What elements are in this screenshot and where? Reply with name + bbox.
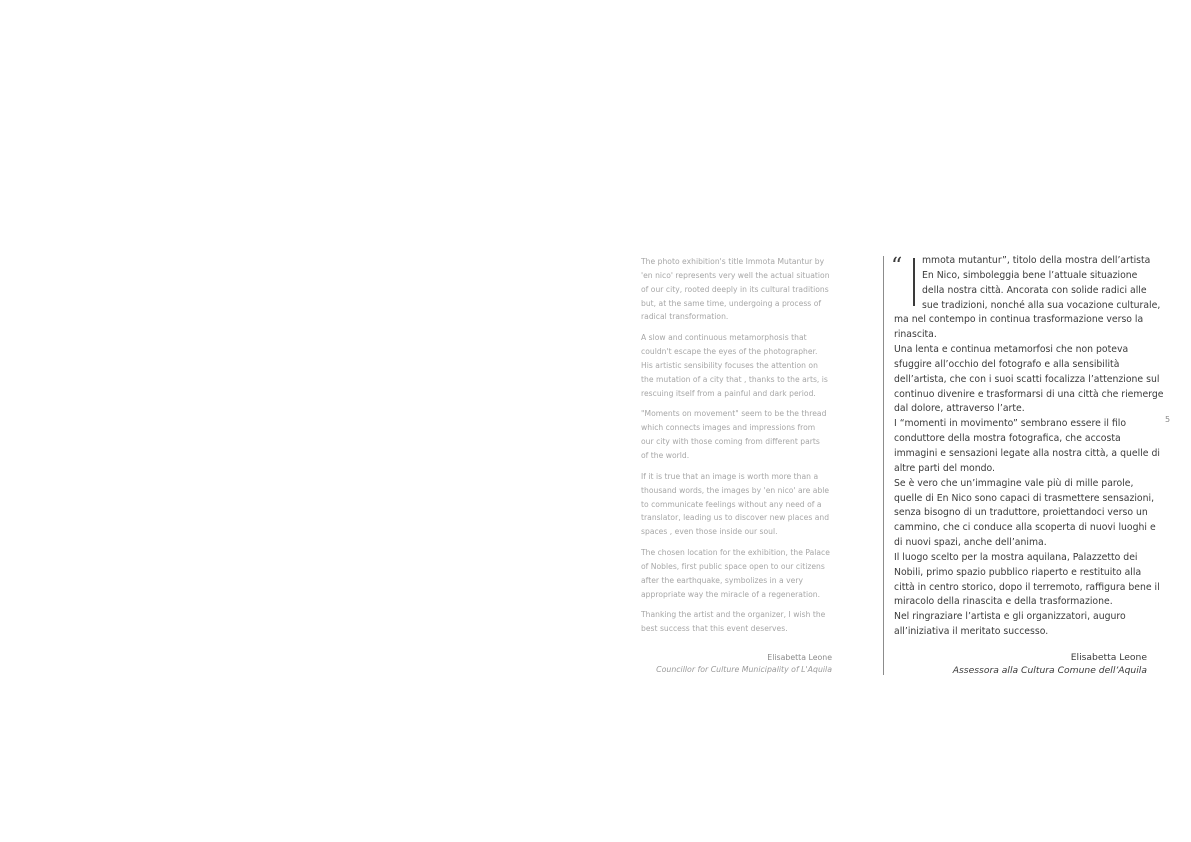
text-line: The photo exhibition's title Immota Mutantur by bbox=[641, 257, 825, 266]
text-line: altre parti del mondo. bbox=[894, 462, 995, 474]
text-line: appropriate way the miracle of a regeneration. bbox=[641, 589, 821, 599]
text-line: quelle di En Nico sono capaci di trasmettere sensazioni, bbox=[894, 492, 1155, 504]
text-line: immagini e sensazioni legate alla nostra città, a quelle di bbox=[894, 447, 1160, 459]
english-paragraph bbox=[641, 407, 833, 462]
english-signature bbox=[656, 652, 832, 676]
text-line: our city with those coming from different parts bbox=[641, 437, 820, 447]
text-line: città in centro storico, dopo il terremoto, raffigura bene il bbox=[894, 581, 1160, 593]
text-line: of the world. bbox=[641, 450, 690, 460]
text-line: which connects images and impressions from bbox=[641, 423, 816, 433]
italian-text-column bbox=[894, 254, 1164, 640]
text-line: mmota mutantur”, titolo della mostra dell’artista bbox=[922, 255, 1151, 266]
text-line: translator, leading us to discover new places and bbox=[641, 513, 830, 523]
text-line: continuo divenire e trasformarsi di una città che riemerge bbox=[894, 388, 1164, 400]
text-line: della nostra città. Ancorata con solide radici alle bbox=[922, 284, 1147, 296]
text-line: to communicate feelings without any need of a bbox=[641, 499, 822, 509]
text-line: thousand words, the images by 'en nico' are able bbox=[641, 485, 830, 495]
text-line: conduttore della mostra fotografica, che accosta bbox=[894, 433, 1121, 445]
signature-name: Elisabetta Leone bbox=[767, 653, 832, 662]
text-line: Nobili, primo spazio pubblico riaperto e restituito alla bbox=[894, 566, 1142, 578]
signature-role: Councillor for Culture Municipality of L'Aquila bbox=[656, 665, 832, 674]
text-line: but, at the same time, undergoing a process of bbox=[641, 298, 822, 308]
english-paragraph bbox=[641, 470, 833, 539]
text-line: dal dolore, attraverso l’arte. bbox=[894, 403, 1025, 415]
english-paragraph bbox=[641, 608, 833, 636]
text-line: miracolo della rinascita e della trasformazione. bbox=[894, 596, 1113, 608]
signature-name: Elisabetta Leone bbox=[1070, 652, 1147, 663]
text-line: rinascita. bbox=[894, 329, 937, 341]
text-line: Il luogo scelto per la mostra aquilana, Palazzetto dei bbox=[894, 551, 1138, 563]
text-line: rescuing itself from a painful and dark period. bbox=[641, 388, 816, 398]
text-line: all’iniziativa il meritato successo. bbox=[894, 626, 1049, 638]
text-line: The chosen location for the exhibition, the Palace bbox=[641, 548, 830, 558]
text-line: the mutation of a city that , thanks to the arts, is bbox=[641, 374, 828, 384]
italian-signature bbox=[953, 652, 1147, 677]
text-line: best success that this event deserves. bbox=[641, 624, 788, 634]
text-line: cammino, che ci conduce alla scoperta di nuovi luoghi e bbox=[894, 522, 1156, 534]
text-line: Nel ringraziare l’artista e gli organizzatori, auguro bbox=[894, 611, 1126, 623]
text-line: His artistic sensibility focuses the attention on bbox=[641, 360, 818, 370]
text-line: ma nel contempo in continua trasformazione verso la bbox=[894, 314, 1144, 326]
english-text-column bbox=[641, 255, 833, 643]
text-line: 'en nico' represents very well the actual situation bbox=[641, 270, 830, 280]
text-line: Una lenta e continua metamorfosi che non poteva bbox=[894, 344, 1129, 356]
text-line: senza bisogno di un traduttore, proiettandoci verso un bbox=[894, 507, 1148, 519]
opening-quote-mark: “ bbox=[891, 254, 901, 279]
text-line: dell’artista, che con i suoi scatti focalizza l’attenzione sul bbox=[894, 373, 1160, 385]
english-paragraph bbox=[641, 255, 833, 324]
english-paragraph bbox=[641, 546, 833, 601]
column-divider bbox=[883, 256, 884, 675]
text-line: Thanking the artist and the organizer, I wish the bbox=[641, 610, 826, 620]
text-line: di nuovi spazi, anche dell’anima. bbox=[894, 537, 1047, 549]
text-line: A slow and continuous metamorphosis that bbox=[641, 333, 807, 343]
text-line: after the earthquake, symbolizes in a very bbox=[641, 575, 803, 585]
text-line: sfuggire all’occhio del fotografo e alla sensibilità bbox=[894, 358, 1120, 370]
text-line: En Nico, simboleggia bene l’attuale situazione bbox=[922, 269, 1138, 281]
text-line: I “momenti in movimento” sembrano essere il filo bbox=[894, 418, 1127, 430]
text-line: sue tradizioni, nonché alla sua vocazione culturale, bbox=[922, 299, 1161, 311]
text-line: Se è vero che un’immagine vale più di mille parole, bbox=[894, 477, 1134, 489]
text-line: radical transformation. bbox=[641, 312, 729, 322]
text-line: of our city, rooted deeply in its cultural traditions bbox=[641, 284, 829, 294]
english-paragraph bbox=[641, 331, 833, 400]
text-line: couldn't escape the eyes of the photographer. bbox=[641, 347, 818, 357]
page-number: 5 bbox=[1165, 415, 1171, 424]
text-line: If it is true that an image is worth more than a bbox=[641, 471, 819, 481]
text-line: "Moments on movement" seem to be the thread bbox=[641, 409, 827, 419]
signature-role: Assessora alla Cultura Comune dell’Aquila bbox=[952, 664, 1147, 676]
text-line: of Nobles, first public space open to our citizens bbox=[641, 561, 825, 571]
text-line: spaces , even those inside our soul. bbox=[641, 527, 778, 537]
